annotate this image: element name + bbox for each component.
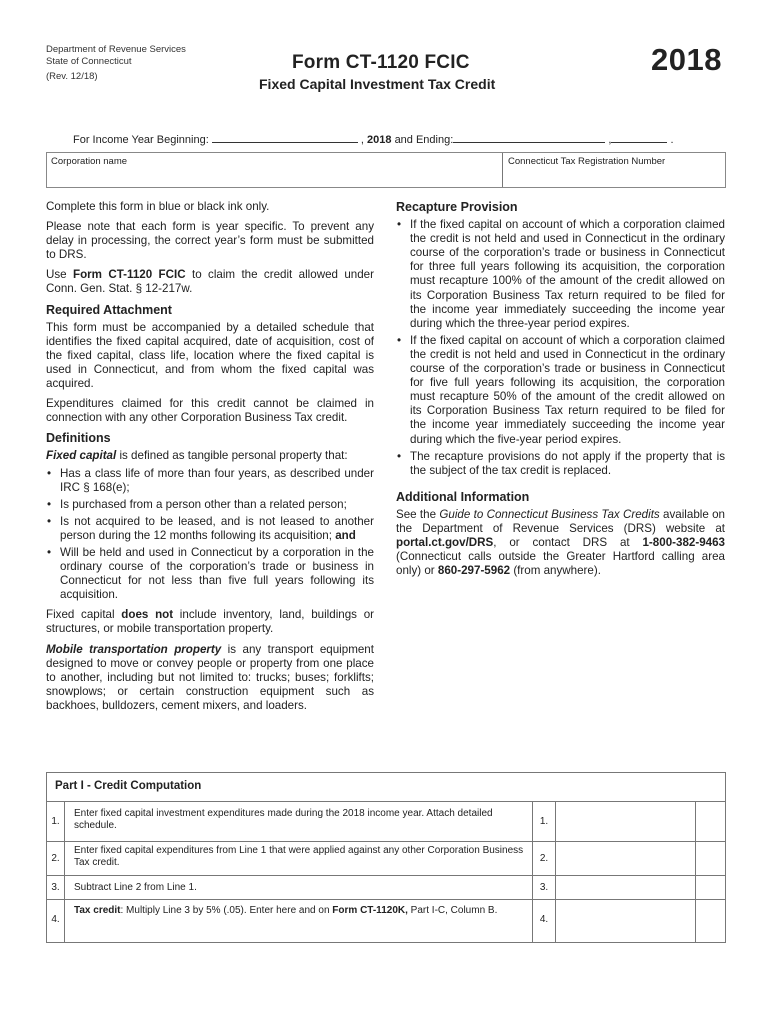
- begin-date-field[interactable]: [212, 131, 358, 143]
- p6-a: Fixed capital: [46, 608, 122, 622]
- bullet3-text: Is not acquired to be leased, and is not leased to another person during the 12 months following its acquisition;: [60, 514, 374, 542]
- part1-title: Part I - Credit Computation: [55, 780, 202, 792]
- left-column: [46, 200, 374, 719]
- grid-line: [555, 801, 556, 942]
- p7-rest: is any transport equipment designed to move or convey people or property from one place to another, including but not limited to: trucks; buses; forklifts; snowplows; or certain construction equipment such as backhoes, bulldozers, cement mixers, and loaders.: [46, 642, 374, 712]
- list-item: • Is purchased from a person other than a related person;: [46, 498, 374, 512]
- corporation-name-label: Corporation name: [51, 156, 128, 167]
- p6-b: does not: [121, 608, 174, 622]
- period: .: [670, 134, 674, 146]
- definition-list: [46, 467, 374, 603]
- row-description: Subtract Line 2 from Line 1.: [74, 882, 197, 893]
- line-1-amount-field[interactable]: [555, 802, 695, 842]
- revision-date: (Rev. 12/18): [46, 71, 98, 82]
- row-number: 3.: [51, 882, 60, 893]
- credit-computation-table: [46, 772, 726, 943]
- form-subtitle: Fixed Capital Investment Tax Credit: [259, 76, 496, 92]
- corporation-name-field[interactable]: [47, 153, 502, 187]
- header-block: [46, 44, 186, 83]
- registration-number-label: Connecticut Tax Registration Number: [508, 156, 666, 167]
- end-date-field[interactable]: [453, 131, 605, 143]
- line-number: 2.: [539, 853, 549, 864]
- list-item: • Will be held and used in Connecticut by a corporation in the ordinary course of the corporation’s trade or business in Connecticut for not less than five full years following its acquisition.: [46, 546, 374, 602]
- required-attachment-heading: Required Attachment: [46, 302, 172, 317]
- def-rest: is defined as tangible personal property that:: [116, 449, 348, 463]
- excluded-property-text: [46, 608, 374, 636]
- expenditures-text: Expenditures claimed for this credit cannot be claimed in connection with any other Corporation Business Tax credit.: [46, 397, 374, 425]
- table-row: [47, 801, 725, 842]
- tax-year: 2018: [651, 42, 722, 77]
- row-description: [74, 905, 524, 917]
- phone-2: 860-297-5962: [437, 564, 511, 578]
- row-description: Enter fixed capital expenditures from Line 1 that were applied against any other Corporation Business Tax credit.: [74, 845, 524, 868]
- line-4-amount-field[interactable]: [555, 900, 695, 942]
- row4-text-a: : Multiply Line 3 by 5% (.05). Enter here and on: [120, 905, 333, 916]
- state-name: State of Connecticut: [46, 56, 132, 67]
- website-link[interactable]: portal.ct.gov/DRS: [396, 536, 494, 550]
- dept-name: Department of Revenue Services: [46, 44, 186, 55]
- begin-year: 2018: [367, 134, 392, 146]
- row4-text-b: Part I-C, Column B.: [407, 905, 498, 916]
- additional-info-heading: Additional Information: [396, 489, 530, 504]
- year-specific-note: Please note that each form is year specific. To prevent any delay in processing, the correct year’s form must be submitted to DRS.: [46, 220, 374, 262]
- comma-2: ,: [608, 134, 612, 146]
- row-number: 2.: [51, 853, 60, 864]
- fixed-capital-definition: [46, 449, 374, 463]
- bullet3-and: and: [335, 528, 356, 542]
- right-column: [396, 200, 725, 584]
- table-row: [47, 875, 725, 900]
- definitions-heading: Definitions: [46, 431, 111, 446]
- attachment-text: This form must be accompanied by a detailed schedule that identifies the fixed capital acquired, date of acquisition, cost of the fixed capital, class life, location where the fixed capital is used in Connecticut, and from whom the fixed capital was acquired.: [46, 320, 374, 391]
- table-row: [47, 899, 725, 942]
- usage-form: Form CT-1120 FCIC: [73, 268, 186, 282]
- line-number: 1.: [539, 816, 549, 827]
- form-title: Form CT-1120 FCIC: [292, 52, 470, 73]
- tax-credit-label: Tax credit: [74, 905, 121, 916]
- row-number: 1.: [51, 816, 60, 827]
- grid-line: [64, 801, 65, 942]
- grid-line: [532, 801, 533, 942]
- phone-1: 1-800-382-9463: [642, 536, 725, 550]
- row-description: Enter fixed capital investment expenditures made during the 2018 income year. Attach detailed schedule.: [74, 808, 493, 831]
- line-2-amount-field[interactable]: [555, 842, 695, 876]
- info-a: See the: [396, 507, 440, 521]
- line-3-amount-field[interactable]: [555, 876, 695, 900]
- usage-a: Use: [46, 268, 73, 282]
- list-item: • The recapture provisions do not apply if the property that is the subject of the tax credit is replaced.: [396, 450, 725, 478]
- line-number: 3.: [539, 882, 549, 893]
- p6-c: include inventory, land, buildings or structures, or mobile transportation property.: [46, 608, 374, 636]
- info-d: (Connecticut calls outside the Greater Hartford calling area only) or: [396, 550, 725, 578]
- info-b: available on the Department of Revenue Services (DRS) website at: [396, 507, 725, 535]
- additional-info-text: [396, 508, 725, 578]
- begin-label: For Income Year Beginning:: [73, 134, 209, 146]
- ink-instruction: Complete this form in blue or black ink only.: [46, 200, 270, 213]
- registration-number-field[interactable]: [503, 153, 725, 187]
- line-number: 4.: [539, 914, 549, 925]
- p7-term: Mobile transportation property: [46, 642, 222, 656]
- comma-1: ,: [360, 134, 364, 146]
- def-term: Fixed capital: [46, 449, 117, 463]
- recapture-list: [396, 218, 725, 478]
- usage-c: to claim the credit allowed under Conn. Gen. Stat. § 12-217w.: [46, 268, 374, 296]
- end-label: and Ending:: [394, 134, 454, 146]
- recapture-heading: Recapture Provision: [396, 200, 518, 214]
- info-e: (from anywhere).: [510, 564, 601, 578]
- row4-form-ref: Form CT-1120K,: [332, 905, 408, 916]
- list-item: [46, 515, 374, 543]
- usage-note: [46, 268, 374, 296]
- corporation-info-box: [46, 152, 726, 188]
- guide-link[interactable]: Guide to Connecticut Business Tax Credits: [439, 507, 660, 521]
- end-year-field[interactable]: [611, 131, 667, 143]
- list-item: • If the fixed capital on account of which a corporation claimed the credit is not held and used in Connecticut in the ordinary course of the corporation’s trade or business in Connecticut for three full years following its acquisition, the corporation must recapture 100% of the amount of the credit allowed on its Corporation Business Tax return required to be filed for the income year immediately succeeding the income year during which the three-year period expires.: [396, 218, 725, 331]
- info-c: , or contact DRS at: [493, 536, 643, 550]
- row-number: 4.: [51, 914, 60, 925]
- table-row: [47, 841, 725, 876]
- income-year-line: [73, 131, 674, 146]
- list-item: • If the fixed capital on account of which a corporation claimed the credit is not held and used in Connecticut in the ordinary course of the corporation’s trade or business in Connecticut for five full years following its acquisition, the corporation must recapture 50% of the amount of the credit allowed on its Corporation Business Tax return required to be filed for the income year immediately succeeding the income year during which the five-year period expires.: [396, 334, 725, 447]
- grid-line: [695, 801, 696, 942]
- mobile-property-definition: [46, 643, 374, 713]
- list-item: • Has a class life of more than four years, as described under IRC § 168(e);: [46, 467, 374, 495]
